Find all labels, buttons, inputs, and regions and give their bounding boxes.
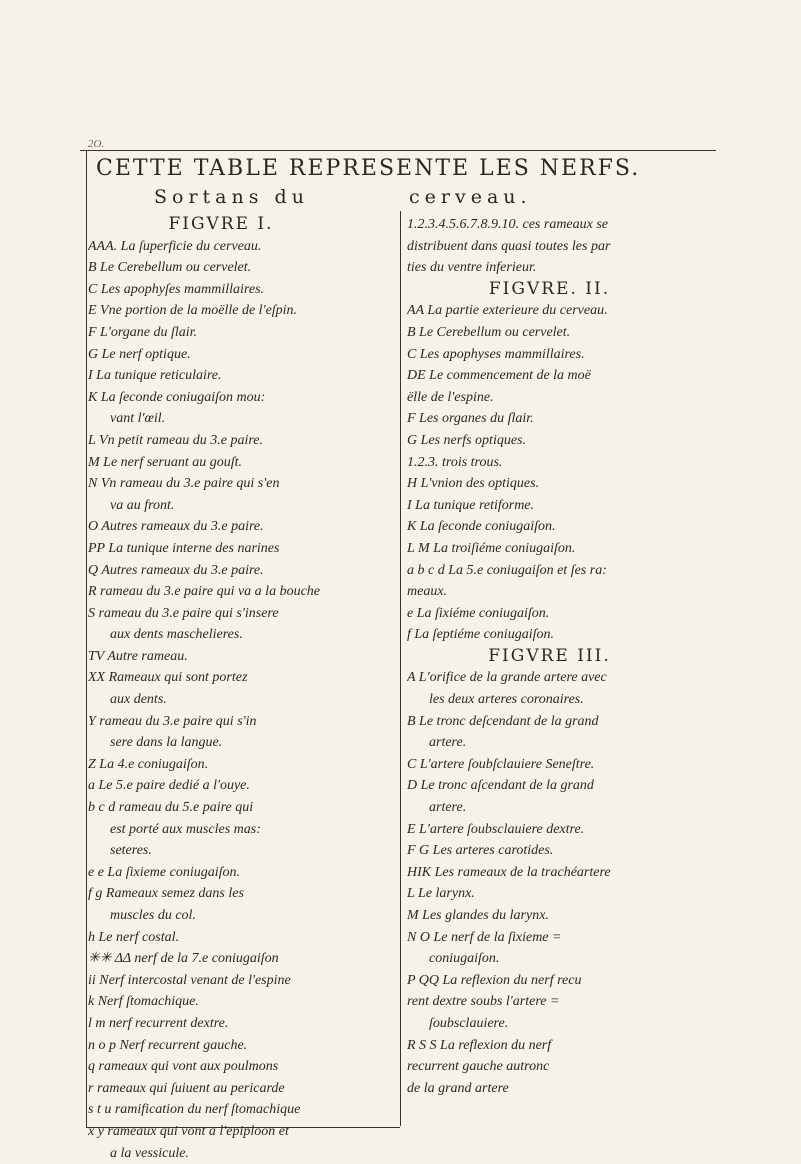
legend-entry: D Le tronc aſcendant de la grand	[407, 778, 594, 794]
legend-entry: Z La 4.e coniugaiſon.	[88, 756, 209, 772]
legend-entry: P QQ La reflexion du nerf recu	[407, 972, 582, 988]
page-number: 2O.	[88, 138, 105, 150]
legend-entry: L Vn petit rameau du 3.e paire.	[88, 432, 263, 448]
legend-entry: F G Les arteres carotides.	[407, 843, 554, 859]
legend-entry: e La ſixiéme coniugaiſon.	[407, 605, 550, 621]
legend-entry: vant l'œil.	[110, 411, 166, 427]
legend-entry: N Vn rameau du 3.e paire qui s'en	[88, 476, 280, 492]
legend-entry: q rameaux qui vont aux poulmons	[88, 1059, 279, 1075]
legend-entry: aux dents maschelieres.	[110, 627, 243, 643]
legend-entry: G Les nerfs optiques.	[407, 432, 526, 448]
legend-entry: s t u ramification du nerf ſtomachique	[88, 1102, 301, 1118]
legend-entry: I La tunique retiforme.	[407, 497, 535, 513]
legend-entry: DE Le commencement de la moë	[407, 368, 591, 384]
legend-entry: coniugaiſon.	[429, 951, 500, 967]
legend-entry: a b c d La 5.e coniugaiſon et ſes ra:	[407, 562, 607, 578]
legend-entry: sere dans la langue.	[110, 735, 223, 751]
legend-entry: f g Rameaux semez dans les	[88, 886, 244, 902]
legend-entry: L Le larynx.	[407, 886, 475, 902]
legend-entry: S rameau du 3.e paire qui s'insere	[88, 605, 279, 621]
legend-entry: H L'vnion des optiques.	[407, 476, 540, 492]
legend-entry: E L'artere ſoubsclauiere dextre.	[407, 821, 585, 837]
legend-entry: a la vessicule.	[110, 1145, 189, 1161]
legend-entry: x y rameaux qui vont a l'epiploon et	[88, 1123, 289, 1139]
legend-entry: k Nerf ſtomachique.	[88, 994, 199, 1010]
subtitle-right: cerveau.	[409, 186, 532, 208]
page-title: CETTE TABLE REPRESENTE LES NERFS.	[96, 156, 641, 181]
legend-entry: C L'artere ſoubſclauiere Seneſtre.	[407, 756, 595, 772]
legend-entry: b c d rameau du 5.e paire qui	[88, 800, 254, 816]
legend-entry: muscles du col.	[110, 908, 196, 923]
legend-entry: ii Nerf intercostal venant de l'espine	[88, 972, 291, 988]
legend-entry: K La ſeconde coniugaiſon mou:	[88, 389, 266, 405]
legend-entry: Q Autres rameaux du 3.e paire.	[88, 562, 264, 578]
legend-entry: ſoubsclauiere.	[429, 1015, 509, 1031]
legend-entry: M Les glandes du larynx.	[407, 908, 549, 923]
legend-entry: L M La troiſiéme coniugaiſon.	[407, 540, 576, 556]
figure-heading: FIGVRE I.	[168, 214, 274, 234]
legend-entry: seteres.	[110, 843, 152, 859]
legend-entry: AA La partie exterieure du cerveau.	[407, 303, 608, 319]
legend-entry: B Le Cerebellum ou cervelet.	[88, 260, 252, 276]
legend-entry: recurrent gauche autronc	[407, 1059, 550, 1075]
legend-entry: est porté aux muscles mas:	[110, 821, 261, 837]
figure-heading: FIGVRE. II.	[488, 278, 611, 299]
legend-entry: les deux arteres coronaires.	[429, 692, 584, 708]
column-divider	[400, 211, 401, 1126]
legend-entry: f La ſeptiéme coniugaiſon.	[407, 627, 554, 643]
right-column	[407, 214, 712, 1099]
legend-entry: artere.	[429, 735, 467, 751]
left-column	[88, 214, 394, 1164]
legend-entry: C Les apophyses mammillaires.	[407, 346, 585, 362]
legend-entry: ✳✳ ΔΔ nerf de la 7.e coniugaiſon	[88, 951, 279, 967]
legend-entry: B Le Cerebellum ou cervelet.	[407, 324, 571, 340]
legend-entry: O Autres rameaux du 3.e paire.	[88, 519, 264, 535]
legend-entry: n o p Nerf recurrent gauche.	[88, 1037, 248, 1053]
legend-entry: aux dents.	[110, 692, 167, 708]
header-rule	[80, 150, 716, 151]
legend-entry: l m nerf recurrent dextre.	[88, 1015, 229, 1031]
legend-entry: G Le nerf optique.	[88, 346, 191, 362]
subtitle-left: Sortans du	[154, 186, 309, 208]
legend-entry: ëlle de l'espine.	[407, 389, 494, 405]
legend-entry: C Les apophyſes mammillaires.	[88, 281, 265, 297]
legend-entry: va au front.	[110, 497, 175, 513]
legend-entry: N O Le nerf de la ſixieme =	[407, 929, 562, 945]
legend-entry: M Le nerf seruant au gouſt.	[88, 454, 242, 470]
left-frame-rule	[86, 150, 87, 1128]
legend-entry: XX Rameaux qui sont portez	[88, 670, 248, 686]
legend-entry: PP La tunique interne des narines	[88, 540, 280, 556]
legend-entry: A L'orifice de la grande artere avec	[407, 670, 607, 686]
legend-entry: R S S La reflexion du nerf	[407, 1037, 552, 1053]
legend-entry: F L'organe du ſlair.	[88, 324, 198, 340]
legend-entry: Y rameau du 3.e paire qui s'in	[88, 713, 257, 729]
legend-entry: 1.2.3.4.5.6.7.8.9.10. ces rameaux se	[407, 217, 609, 232]
legend-entry: artere.	[429, 800, 467, 816]
legend-entry: e e La ſixieme coniugaiſon.	[88, 864, 241, 880]
legend-entry: ties du ventre inferieur.	[407, 260, 537, 276]
figure-heading: FIGVRE III.	[488, 645, 611, 666]
legend-entry: 1.2.3. trois trous.	[407, 454, 503, 470]
legend-entry: F Les organes du ſlair.	[407, 411, 534, 427]
legend-entry: rent dextre soubs l'artere =	[407, 994, 560, 1010]
legend-entry: meaux.	[407, 584, 448, 600]
legend-entry: de la grand artere	[407, 1080, 509, 1096]
legend-entry: AAA. La ſuperficie du cerveau.	[88, 238, 262, 254]
legend-entry: B Le tronc deſcendant de la grand	[407, 713, 599, 729]
legend-entry: distribuent dans quasi toutes les par	[407, 238, 611, 254]
legend-entry: E Vne portion de la moëlle de l'eſpin.	[88, 303, 298, 319]
legend-entry: K La ſeconde coniugaiſon.	[407, 519, 556, 535]
legend-entry: h Le nerf costal.	[88, 929, 179, 945]
legend-entry: R rameau du 3.e paire qui va a la bouche	[88, 584, 320, 600]
legend-entry: TV Autre rameau.	[88, 648, 188, 664]
legend-entry: I La tunique reticulaire.	[88, 368, 222, 384]
legend-entry: a Le 5.e paire dedié a l'ouye.	[88, 778, 250, 794]
legend-entry: HIK Les rameaux de la trachéartere	[407, 864, 611, 880]
legend-entry: r rameaux qui ſuiuent au pericarde	[88, 1080, 285, 1096]
